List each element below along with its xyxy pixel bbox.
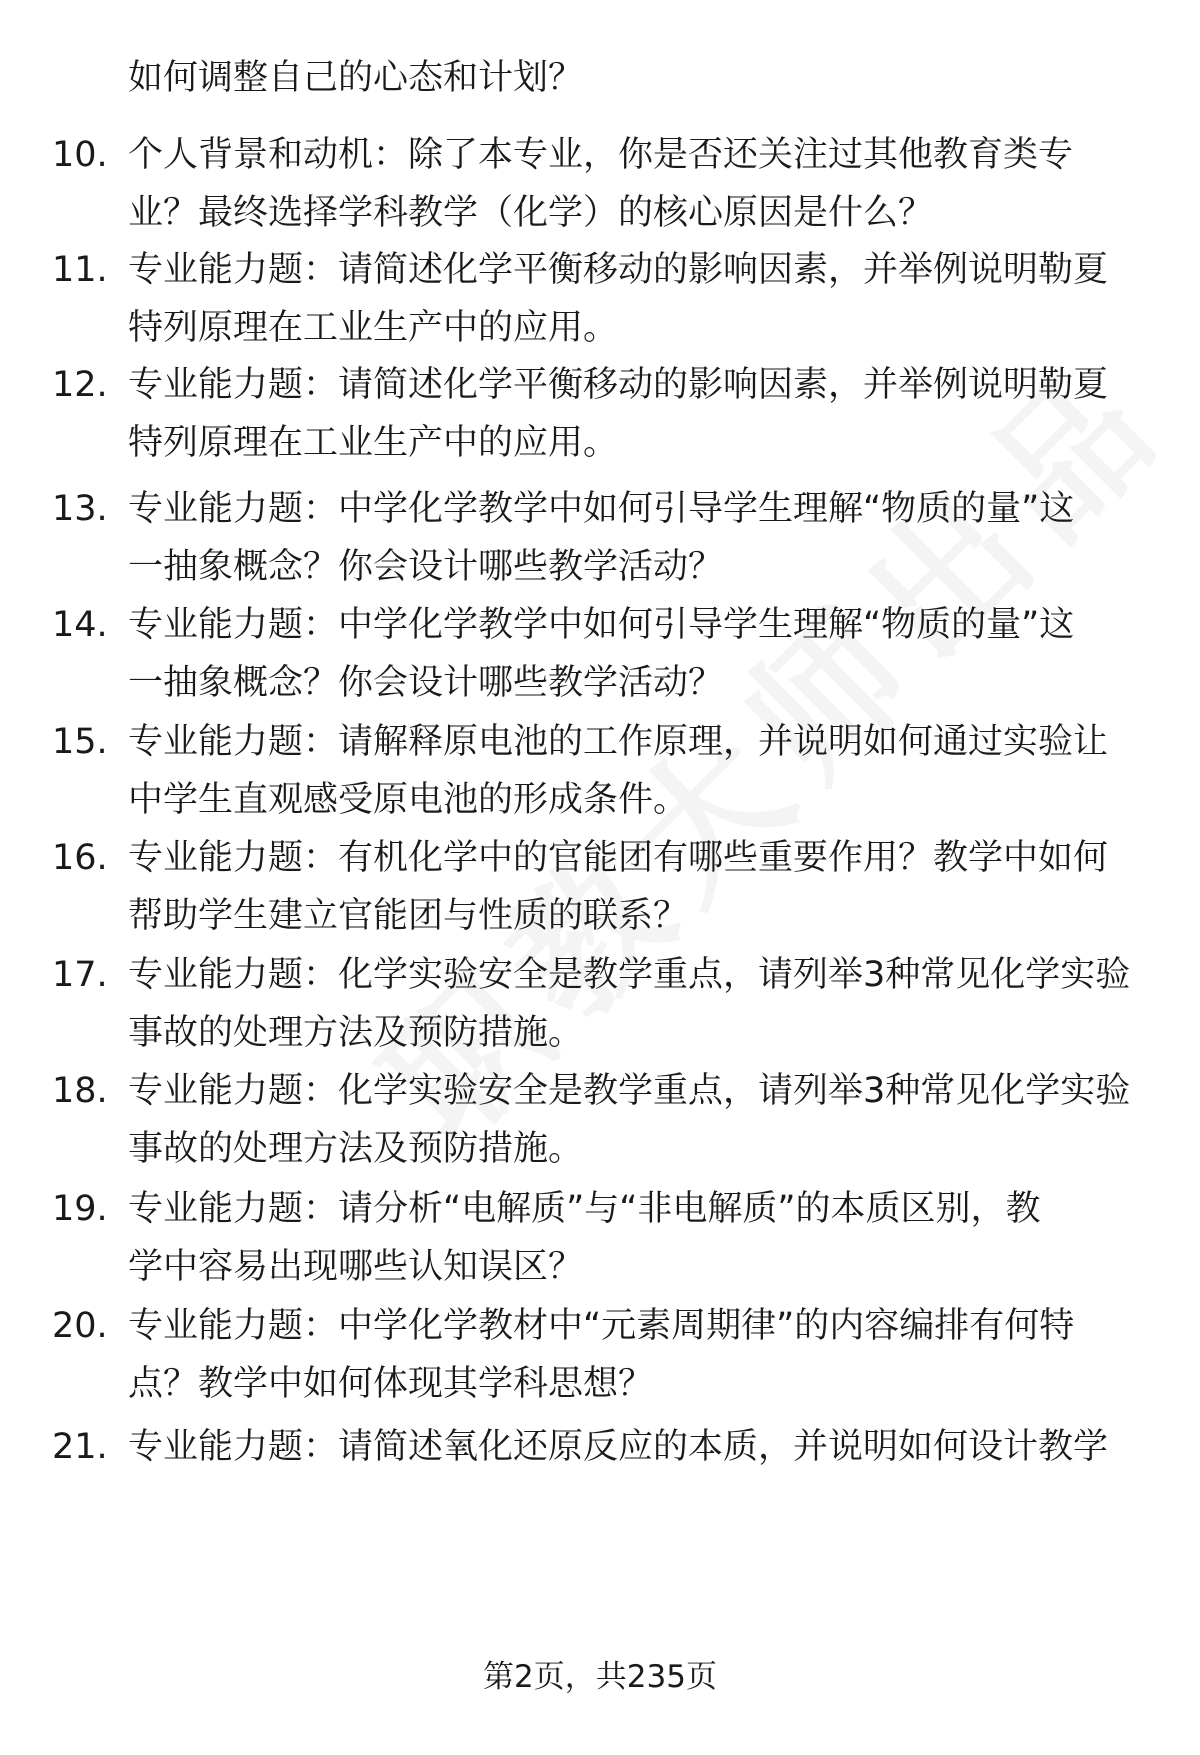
- item-line: 专业能力题：有机化学中的官能团有哪些重要作用？教学中如何: [128, 838, 1109, 878]
- item-number: 20.: [52, 1306, 108, 1346]
- item-number: 17.: [52, 955, 108, 995]
- item-text: [128, 596, 1168, 712]
- item-line: 帮助学生建立官能团与性质的联系？: [128, 896, 689, 936]
- item-text: [128, 829, 1168, 945]
- item-line: 专业能力题：请简述化学平衡移动的影响因素，并举例说明勒夏: [128, 365, 1109, 405]
- item-text: [128, 1062, 1168, 1178]
- item-number: 11.: [52, 250, 108, 290]
- item-number: 10.: [52, 135, 108, 175]
- item-line: 专业能力题：请分析“电解质”与“非电解质”的本质区别，教: [128, 1189, 1041, 1229]
- item-line: 专业能力题：请简述氧化还原反应的本质，并说明如何设计教学: [128, 1427, 1109, 1467]
- item-number: 16.: [52, 838, 108, 878]
- item-line: 专业能力题：中学化学教材中“元素周期律”的内容编排有何特: [128, 1306, 1075, 1346]
- item-number: 18.: [52, 1071, 108, 1111]
- item-number: 13.: [52, 489, 108, 529]
- item-text: [128, 480, 1168, 596]
- item-line: 专业能力题：化学实验安全是教学重点，请列举3种常见化学实验: [128, 1071, 1131, 1111]
- item-text: [128, 713, 1168, 829]
- item-line: 中学生直观感受原电池的形成条件。: [128, 780, 689, 820]
- page-footer: 第2页，共235页: [483, 1659, 717, 1695]
- item-text: [128, 241, 1168, 357]
- item-line: 业？最终选择学科教学（化学）的核心原因是什么？: [128, 193, 934, 233]
- item-line: 一抽象概念？你会设计哪些教学活动？: [128, 547, 724, 587]
- item-line: 专业能力题：中学化学教学中如何引导学生理解“物质的量”这: [128, 605, 1075, 645]
- item-text: [128, 1418, 1168, 1476]
- item-number: 19.: [52, 1189, 108, 1229]
- item-line: 个人背景和动机：除了本专业，你是否还关注过其他教育类专: [128, 135, 1074, 175]
- item-line: 事故的处理方法及预防措施。: [128, 1013, 584, 1053]
- item-line: 专业能力题：请解释原电池的工作原理，并说明如何通过实验让: [128, 722, 1109, 762]
- item-text: [128, 356, 1168, 472]
- item-line: 点？教学中如何体现其学科思想？: [128, 1364, 654, 1404]
- item-line: 专业能力题：请简述化学平衡移动的影响因素，并举例说明勒夏: [128, 250, 1109, 290]
- item-line: 学中容易出现哪些认知误区？: [128, 1247, 584, 1287]
- item-text: [128, 1180, 1168, 1296]
- item-text: [128, 946, 1168, 1062]
- item-line: 事故的处理方法及预防措施。: [128, 1129, 584, 1169]
- continuation-line: 如何调整自己的心态和计划？: [128, 58, 584, 98]
- item-line: 专业能力题：化学实验安全是教学重点，请列举3种常见化学实验: [128, 955, 1131, 995]
- item-line: 特列原理在工业生产中的应用。: [128, 308, 619, 348]
- item-number: 21.: [52, 1427, 108, 1467]
- item-text: [128, 1297, 1168, 1413]
- item-line: 特列原理在工业生产中的应用。: [128, 423, 619, 463]
- item-number: 12.: [52, 365, 108, 405]
- item-text: [128, 126, 1168, 242]
- item-line: 专业能力题：中学化学教学中如何引导学生理解“物质的量”这: [128, 489, 1075, 529]
- item-number: 14.: [52, 605, 108, 645]
- item-number: 15.: [52, 722, 108, 762]
- item-line: 一抽象概念？你会设计哪些教学活动？: [128, 663, 724, 703]
